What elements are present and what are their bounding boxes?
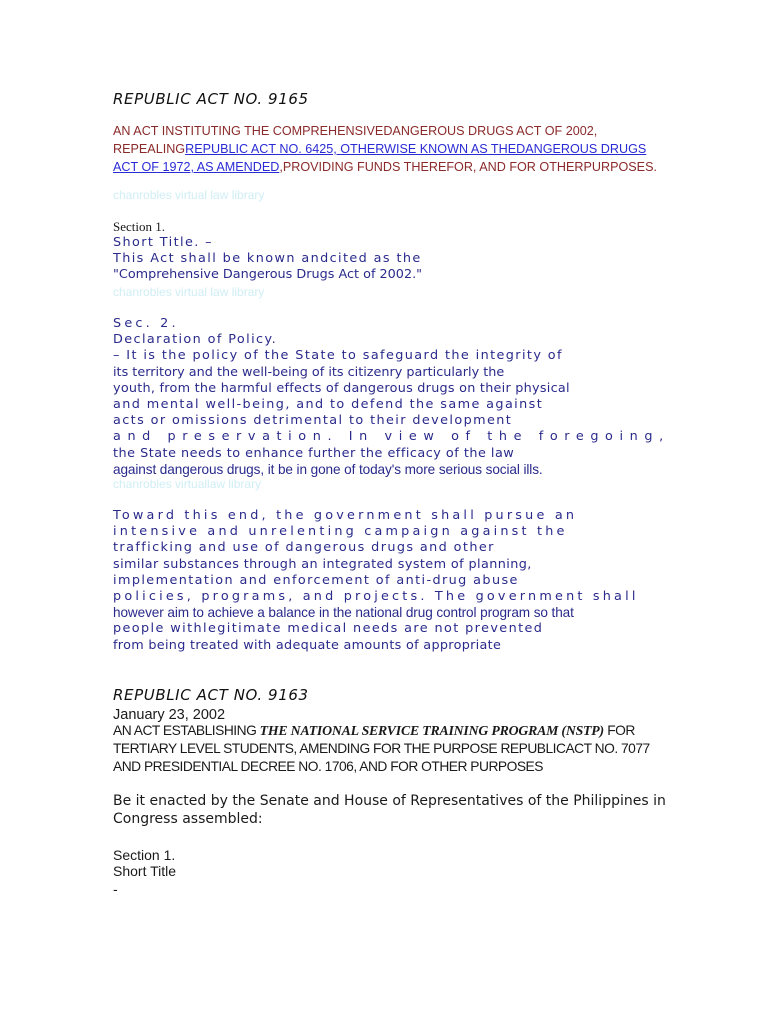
campaign-line: intensive and unrelenting campaign against the [113, 524, 568, 540]
ra-9163-dash: - [113, 881, 118, 897]
section-2-body [113, 316, 670, 478]
campaign-line: trafficking and use of dangerous drugs and other [113, 540, 495, 556]
policy-line: the State needs to enhance further the efficacy of the law [113, 445, 515, 461]
ra-9163-section-1-label: Section 1. [113, 847, 176, 863]
policy-line: its territory and the well-being of its citizenry particularly the [113, 364, 505, 380]
policy-line: acts or omissions detrimental to their development [113, 413, 513, 429]
ra-9165-act-title [113, 122, 658, 176]
ra-9165-title: REPUBLIC ACT NO. 9165 [113, 90, 309, 108]
act-prefix: AN ACT ESTABLISHING [113, 723, 260, 738]
policy-line: – It is the policy of the State to safeguard the integrity of [113, 348, 563, 364]
section-2-label: Sec. 2. [113, 316, 179, 331]
campaign-paragraph [113, 508, 639, 654]
section-2-heading: Declaration of Policy. [113, 332, 278, 348]
watermark-1: chanrobles virtual law library [113, 188, 265, 202]
ra-9163-section-1-heading: Short Title [113, 863, 177, 879]
section-1-line: "Comprehensive Dangerous Drugs Act of 2002." [113, 267, 423, 283]
nstp-bold: THE NATIONAL SERVICE TRAINING PROGRAM (NSTP) [259, 723, 604, 738]
watermark-3: chanrobles virtuallaw library [113, 477, 262, 491]
ra-9163-act-title [113, 722, 658, 776]
act-title-prefix: AN ACT INSTITUTING THE COMPREHENSIVEDANGEROUS DRUGS ACT OF 2002, REPEALING [113, 124, 598, 156]
campaign-line: from being treated with adequate amounts of appropriate [113, 637, 502, 653]
policy-line: and mental well-being, and to defend the same against [113, 397, 544, 413]
ra-9163-date: January 23, 2002 [113, 707, 226, 723]
watermark-2: chanrobles virtual law library [113, 285, 265, 299]
policy-line: against dangerous drugs, it be in gone of today's more serious social ills. [113, 461, 543, 477]
section-1-body [113, 235, 422, 284]
ra-9163-title: REPUBLIC ACT NO. 9163 [113, 686, 309, 704]
section-1-line: This Act shall be known andcited as the [113, 251, 422, 267]
policy-line: and preservation. In view of the foregoing, [113, 429, 670, 445]
campaign-line: similar substances through an integrated system of planning, [113, 556, 532, 572]
campaign-line: policies, programs, and projects. The government shall [113, 589, 639, 605]
campaign-line: Toward this end, the government shall pursue an [113, 508, 578, 523]
ra-6425-link[interactable]: REPUBLIC ACT NO. 6425, OTHERWISE KNOWN AS THEDANGEROUS DRUGS ACT OF 1972, AS AMENDED [113, 142, 647, 174]
enacting-clause: Be it enacted by the Senate and House of Representatives of the Philippines in Congress assembled: [113, 793, 666, 827]
campaign-line: however aim to achieve a balance in the national drug control program so that [113, 605, 574, 621]
section-1-label: Section 1. [113, 219, 165, 234]
act-title-suffix: ,PROVIDING FUNDS THEREFOR, AND FOR OTHERPURPOSES. [279, 160, 657, 174]
campaign-line: people withlegitimate medical needs are not prevented [113, 621, 544, 637]
section-1-heading: Short Title. – [113, 235, 213, 250]
campaign-line: implementation and enforcement of anti-drug abuse [113, 572, 519, 588]
policy-line: youth, from the harmful effects of dangerous drugs on their physical [113, 380, 570, 396]
act-suffix: FOR TERTIARY LEVEL STUDENTS, AMENDING FOR THE PURPOSE REPUBLICACT NO. 7077 AND PRESIDENTIAL DECREE NO. 1706, AND FOR OTHER PURPOSES [113, 723, 650, 774]
